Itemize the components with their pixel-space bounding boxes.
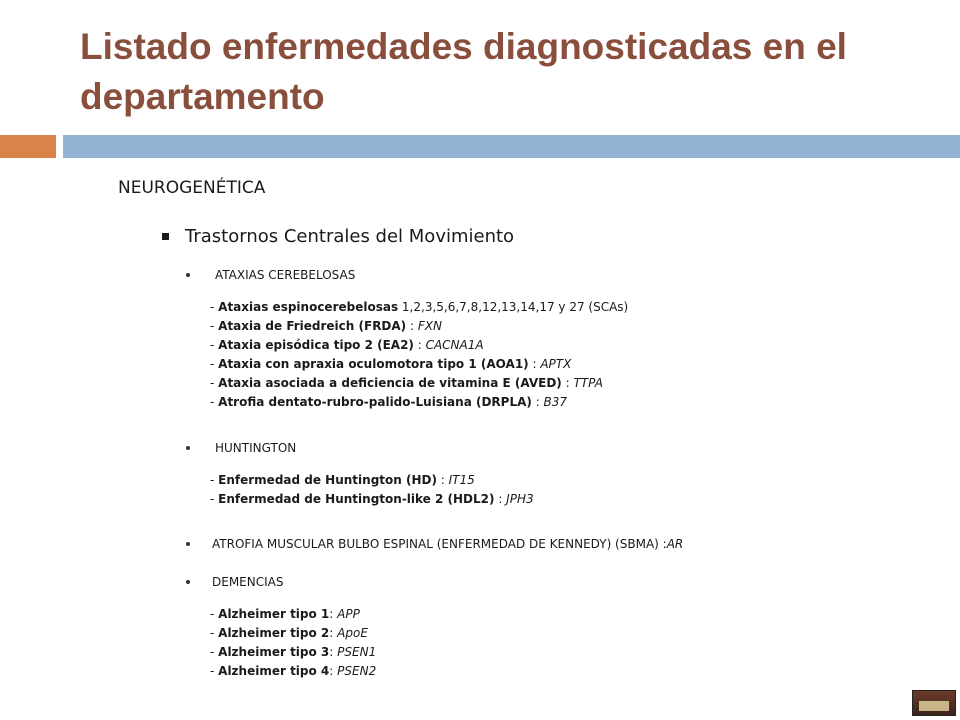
group-demencias	[186, 573, 376, 681]
item-list	[210, 298, 628, 412]
list-item: - Alzheimer tipo 3: PSEN1	[210, 645, 377, 659]
list-item: - Ataxias espinocerebelosas 1,2,3,5,6,7,8,12,13,14,17 y 27 (SCAs)	[210, 300, 629, 314]
list-item: - Ataxia episódica tipo 2 (EA2) : CACNA1A	[210, 338, 484, 352]
gene-label: AR	[666, 537, 684, 551]
group-ataxias	[186, 266, 628, 412]
list-item: - Enfermedad de Huntington-like 2 (HDL2) : JPH3	[210, 492, 534, 506]
list-item: - Ataxia con apraxia oculomotora tipo 1 (AOA1) : APTX	[210, 357, 572, 371]
group-atrofia	[186, 535, 683, 553]
list-item: - Alzheimer tipo 1: APP	[210, 607, 360, 621]
group-heading	[186, 266, 628, 284]
group-label: ATAXIAS CEREBELOSAS	[215, 268, 356, 282]
group-label: DEMENCIAS	[212, 575, 284, 589]
accent-bar-orange	[0, 135, 56, 158]
subsection-heading	[162, 226, 514, 247]
bullet-icon	[186, 446, 190, 450]
building-logo-icon	[912, 690, 956, 716]
list-item: - Atrofia dentato-rubro-palido-Luisiana (DRPLA) : B37	[210, 395, 568, 409]
list-item: - Ataxia de Friedreich (FRDA) : FXN	[210, 319, 442, 333]
bullet-icon	[186, 542, 190, 546]
group-label: ATROFIA MUSCULAR BULBO ESPINAL (ENFERMEDAD DE KENNEDY) (SBMA) :	[212, 537, 667, 551]
page-title: Listado enfermedades diagnosticadas en el departamento	[80, 26, 847, 117]
accent-bar-blue	[63, 135, 960, 158]
item-list	[210, 605, 376, 681]
list-item: - Alzheimer tipo 2: ApoE	[210, 626, 368, 640]
group-label: HUNTINGTON	[215, 441, 297, 455]
list-item: - Enfermedad de Huntington (HD) : IT15	[210, 473, 475, 487]
group-huntington	[186, 439, 534, 509]
bullet-icon	[186, 580, 190, 584]
item-list	[210, 471, 534, 509]
group-heading	[186, 573, 376, 591]
section-heading: NEUROGENÉTICA	[118, 178, 266, 198]
group-heading	[186, 439, 534, 457]
list-item: - Alzheimer tipo 4: PSEN2	[210, 664, 377, 678]
square-bullet-icon	[162, 233, 169, 240]
group-heading	[186, 535, 683, 553]
bullet-icon	[186, 273, 190, 277]
list-item: - Ataxia asociada a deficiencia de vitamina E (AVED) : TTPA	[210, 376, 603, 390]
subsection-label: Trastornos Centrales del Movimiento	[185, 226, 515, 247]
